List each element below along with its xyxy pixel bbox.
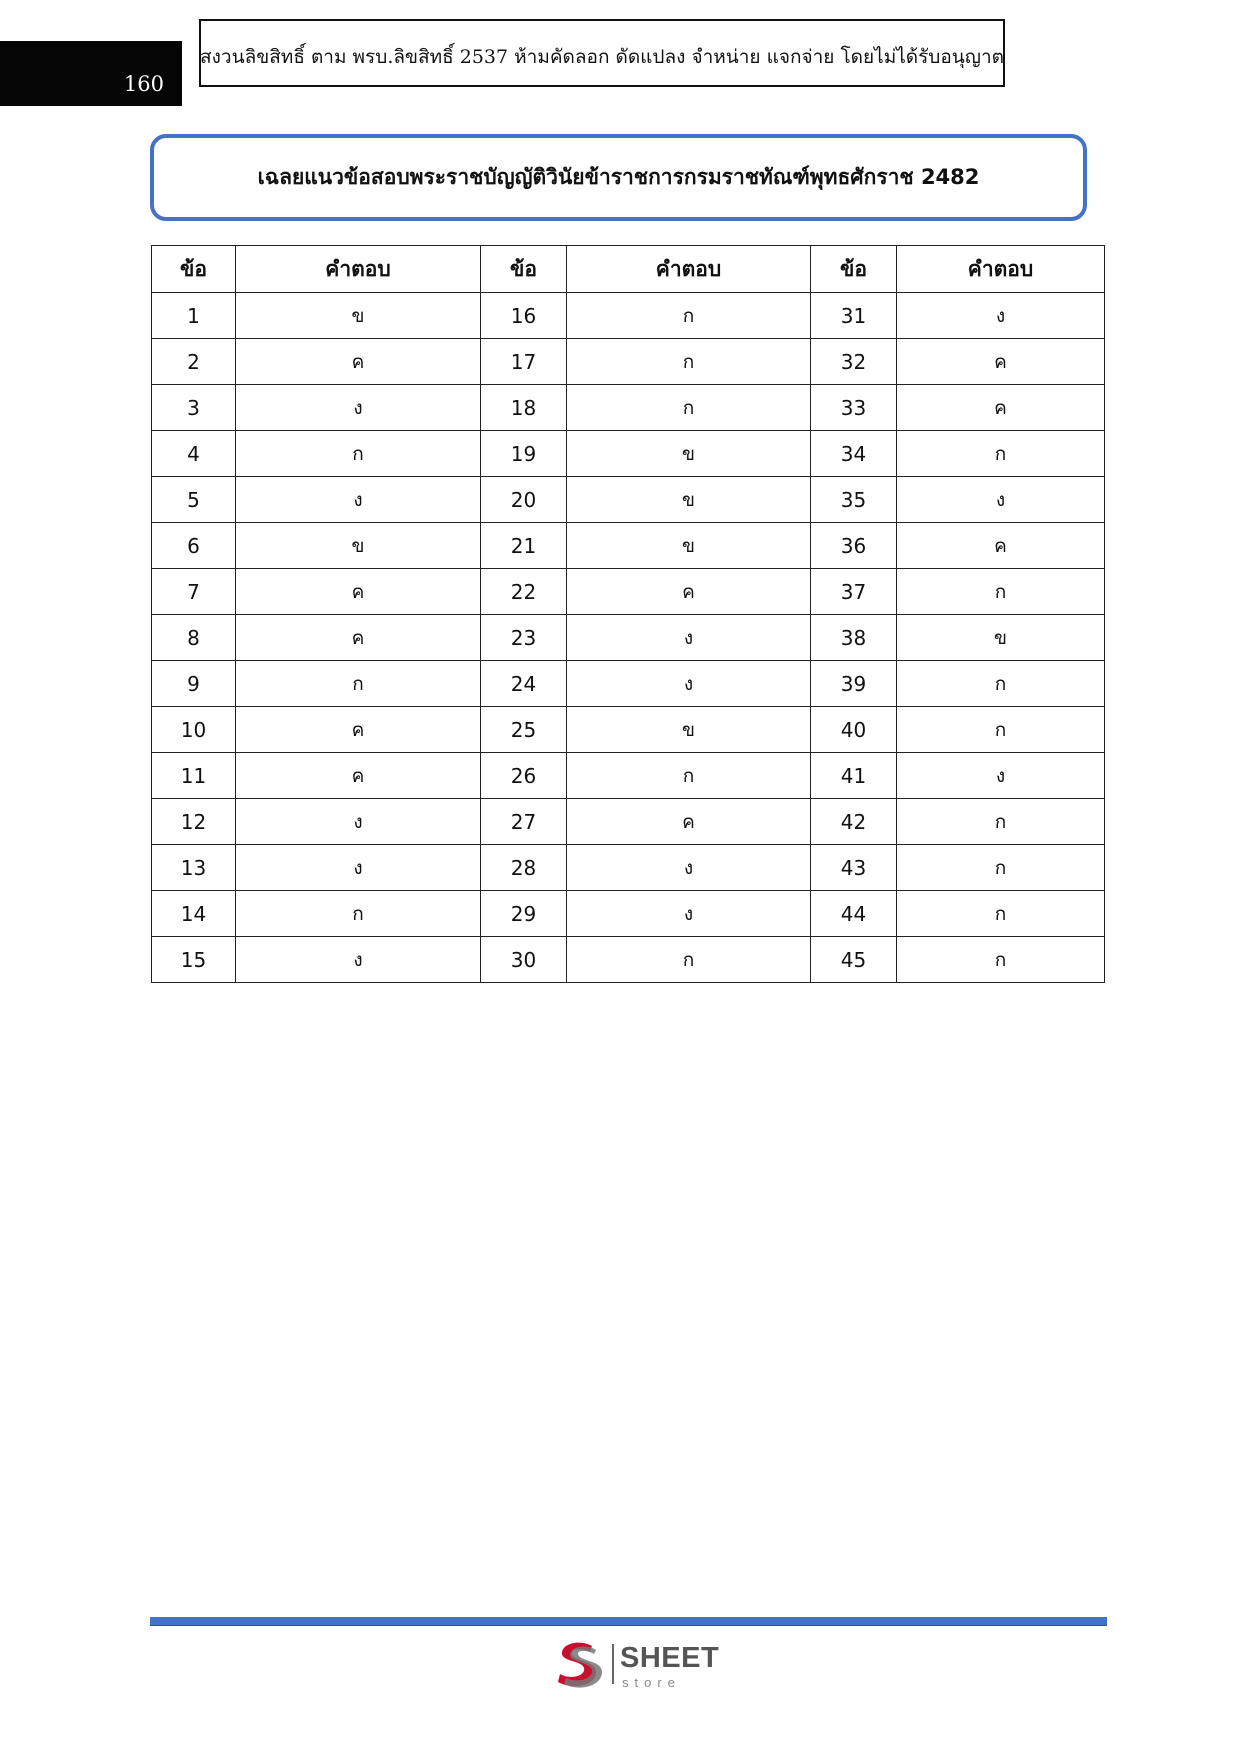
question-number-cell: 3: [152, 385, 236, 431]
table-row: [152, 431, 1105, 477]
answer-cell: ก: [236, 661, 481, 707]
footer-rule: [150, 1617, 1107, 1626]
table-row: [152, 385, 1105, 431]
header-question-3: ข้อ: [811, 246, 897, 293]
question-number-cell: 16: [481, 293, 567, 339]
header-question-1: ข้อ: [152, 246, 236, 293]
question-number-cell: 39: [811, 661, 897, 707]
answer-cell: ง: [236, 845, 481, 891]
question-number-cell: 17: [481, 339, 567, 385]
question-number-cell: 32: [811, 339, 897, 385]
answer-cell: ค: [236, 753, 481, 799]
question-number-cell: 30: [481, 937, 567, 983]
answer-cell: ก: [567, 753, 811, 799]
question-number-cell: 42: [811, 799, 897, 845]
table-row: [152, 845, 1105, 891]
header-answer-3: คำตอบ: [897, 246, 1105, 293]
answer-cell: ก: [897, 431, 1105, 477]
answer-cell: ข: [567, 523, 811, 569]
answer-cell: ก: [567, 339, 811, 385]
question-number-cell: 44: [811, 891, 897, 937]
answer-cell: ก: [236, 891, 481, 937]
answer-cell: ง: [236, 799, 481, 845]
answer-rows: [152, 293, 1105, 983]
answer-cell: ง: [567, 845, 811, 891]
sheet-store-logo: [552, 1636, 732, 1692]
table-row: [152, 891, 1105, 937]
question-number-cell: 33: [811, 385, 897, 431]
question-number-cell: 21: [481, 523, 567, 569]
table-row: [152, 707, 1105, 753]
answer-cell: ก: [567, 937, 811, 983]
answer-cell: ข: [567, 707, 811, 753]
table-row: [152, 661, 1105, 707]
question-number-cell: 11: [152, 753, 236, 799]
answer-cell: ข: [567, 477, 811, 523]
header-answer-2: คำตอบ: [567, 246, 811, 293]
table-row: [152, 569, 1105, 615]
question-number-cell: 10: [152, 707, 236, 753]
copyright-text: สงวนลิขสิทธิ์ ตาม พรบ.ลิขสิทธิ์ 2537 ห้ามคัดลอก ดัดแปลง จำหน่าย แจกจ่าย โดยไม่ได้รับอนุญาต: [200, 46, 1004, 68]
question-number-cell: 2: [152, 339, 236, 385]
question-number-cell: 15: [152, 937, 236, 983]
question-number-cell: 6: [152, 523, 236, 569]
question-number-cell: 5: [152, 477, 236, 523]
answer-cell: ก: [897, 661, 1105, 707]
answer-cell: ง: [567, 891, 811, 937]
logo-subtext: store: [622, 1675, 681, 1690]
header-question-2: ข้อ: [481, 246, 567, 293]
table-row: [152, 339, 1105, 385]
answer-cell: ก: [897, 891, 1105, 937]
question-number-cell: 37: [811, 569, 897, 615]
answer-cell: ค: [236, 339, 481, 385]
question-number-cell: 45: [811, 937, 897, 983]
answer-cell: ข: [567, 431, 811, 477]
question-number-cell: 24: [481, 661, 567, 707]
header-answer-1: คำตอบ: [236, 246, 481, 293]
question-number-cell: 12: [152, 799, 236, 845]
title-box: [150, 134, 1087, 221]
page-number-box: [0, 41, 182, 106]
answer-cell: ค: [236, 569, 481, 615]
question-number-cell: 41: [811, 753, 897, 799]
question-number-cell: 22: [481, 569, 567, 615]
answer-cell: ค: [897, 523, 1105, 569]
answer-cell: ข: [236, 523, 481, 569]
answer-cell: ข: [897, 615, 1105, 661]
answer-cell: ก: [897, 707, 1105, 753]
answer-key-table: [151, 245, 1105, 983]
question-number-cell: 28: [481, 845, 567, 891]
question-number-cell: 14: [152, 891, 236, 937]
question-number-cell: 19: [481, 431, 567, 477]
table-header-row: [152, 246, 1105, 293]
question-number-cell: 25: [481, 707, 567, 753]
question-number-cell: 34: [811, 431, 897, 477]
question-number-cell: 43: [811, 845, 897, 891]
answer-cell: ก: [567, 385, 811, 431]
answer-cell: ง: [567, 615, 811, 661]
question-number-cell: 4: [152, 431, 236, 477]
question-number-cell: 40: [811, 707, 897, 753]
answer-cell: ก: [897, 799, 1105, 845]
answer-cell: ค: [236, 615, 481, 661]
answer-cell: ง: [236, 385, 481, 431]
table-row: [152, 937, 1105, 983]
answer-cell: ง: [236, 937, 481, 983]
table-row: [152, 523, 1105, 569]
answer-cell: ค: [236, 707, 481, 753]
page-number: 160: [123, 72, 164, 96]
question-number-cell: 8: [152, 615, 236, 661]
answer-cell: ง: [567, 661, 811, 707]
question-number-cell: 29: [481, 891, 567, 937]
answer-cell: ค: [567, 569, 811, 615]
table-row: [152, 293, 1105, 339]
question-number-cell: 7: [152, 569, 236, 615]
answer-cell: ก: [897, 569, 1105, 615]
answer-cell: ก: [897, 845, 1105, 891]
question-number-cell: 20: [481, 477, 567, 523]
question-number-cell: 27: [481, 799, 567, 845]
answer-cell: ค: [897, 385, 1105, 431]
table-row: [152, 477, 1105, 523]
copyright-notice: [199, 19, 1005, 87]
question-number-cell: 31: [811, 293, 897, 339]
table-row: [152, 799, 1105, 845]
answer-cell: ง: [897, 293, 1105, 339]
question-number-cell: 1: [152, 293, 236, 339]
logo-divider: [612, 1644, 614, 1684]
logo-wordmark: SHEET: [620, 1642, 720, 1674]
table-row: [152, 753, 1105, 799]
answer-cell: ค: [897, 339, 1105, 385]
question-number-cell: 35: [811, 477, 897, 523]
question-number-cell: 36: [811, 523, 897, 569]
question-number-cell: 13: [152, 845, 236, 891]
question-number-cell: 23: [481, 615, 567, 661]
table-row: [152, 615, 1105, 661]
question-number-cell: 38: [811, 615, 897, 661]
logo-s-icon: [552, 1636, 608, 1692]
answer-cell: ข: [236, 293, 481, 339]
answer-cell: ง: [897, 753, 1105, 799]
question-number-cell: 9: [152, 661, 236, 707]
answer-cell: ก: [567, 293, 811, 339]
answer-cell: ง: [236, 477, 481, 523]
question-number-cell: 18: [481, 385, 567, 431]
answer-cell: ค: [567, 799, 811, 845]
question-number-cell: 26: [481, 753, 567, 799]
page-title: เฉลยแนวข้อสอบพระราชบัญญัติวินัยข้าราชการกรมราชทัณฑ์พุทธศักราช 2482: [257, 165, 980, 189]
answer-cell: ง: [897, 477, 1105, 523]
answer-cell: ก: [236, 431, 481, 477]
answer-cell: ก: [897, 937, 1105, 983]
